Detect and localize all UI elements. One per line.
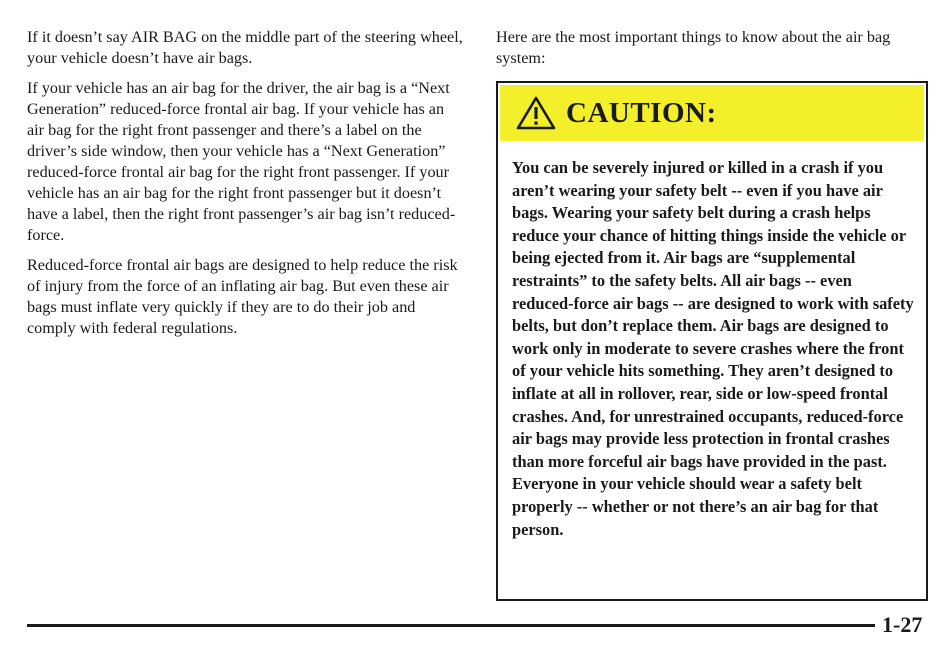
footer-rule (27, 624, 875, 627)
caution-title: CAUTION: (566, 96, 717, 129)
paragraph-no-airbag: If it doesn’t say AIR BAG on the middle part of the steering wheel, your vehicle doesn’t have air bags. (27, 28, 463, 67)
intro-text: Here are the most important things to know about the air bag system: (496, 28, 891, 67)
left-column (27, 27, 463, 348)
caution-body: You can be severely injured or killed in a crash if you aren’t wearing your safety belt -- even if you have air bags. Wearing your safety belt during a crash helps reduce your chance of hitting things inside the vehicle or being ejected from it. Air bags are “supplemental restraints” to the safety belts. All air bags -- even reduced-force air bags -- are designed to work with safety belts, but don’t replace them. Air bags are designed to work only in moderate to severe crashes where the front of your vehicle hits something. They aren’t designed to inflate at all in rollover, rear, side or low-speed frontal crashes. And, for unrestrained occupants, reduced-force air bags may provide less protection in frontal crashes than more forceful air bags have provided in the past. Everyone in your vehicle should wear a safety belt properly -- whether or not there’s an air bag for that person. (512, 158, 914, 539)
page-number: 1-27 (882, 612, 923, 637)
paragraph-next-generation: If your vehicle has an air bag for the driver, the air bag is a “Next Generation” reduced-force frontal air bag. If your vehicle has an air bag for the right front passenger and there’s a label on the driver’s side window, then your vehicle has a “Next Generation” reduced-force frontal air bag for the right front passenger. If your vehicle has an air bag for the right front passenger but it doesn’t have a label, then the right front passenger’s air bag isn’t reduced-force. (27, 79, 456, 244)
caution-box (496, 81, 928, 601)
right-column (496, 27, 932, 539)
paragraph-reduced-force: Reduced-force frontal air bags are designed to help reduce the risk of injury from the force of an inflating air bag. But even these air bags must inflate very quickly if they are to do their job and comply with federal regulations. (27, 256, 458, 337)
caution-header (500, 85, 924, 141)
warning-triangle-icon (516, 96, 556, 130)
